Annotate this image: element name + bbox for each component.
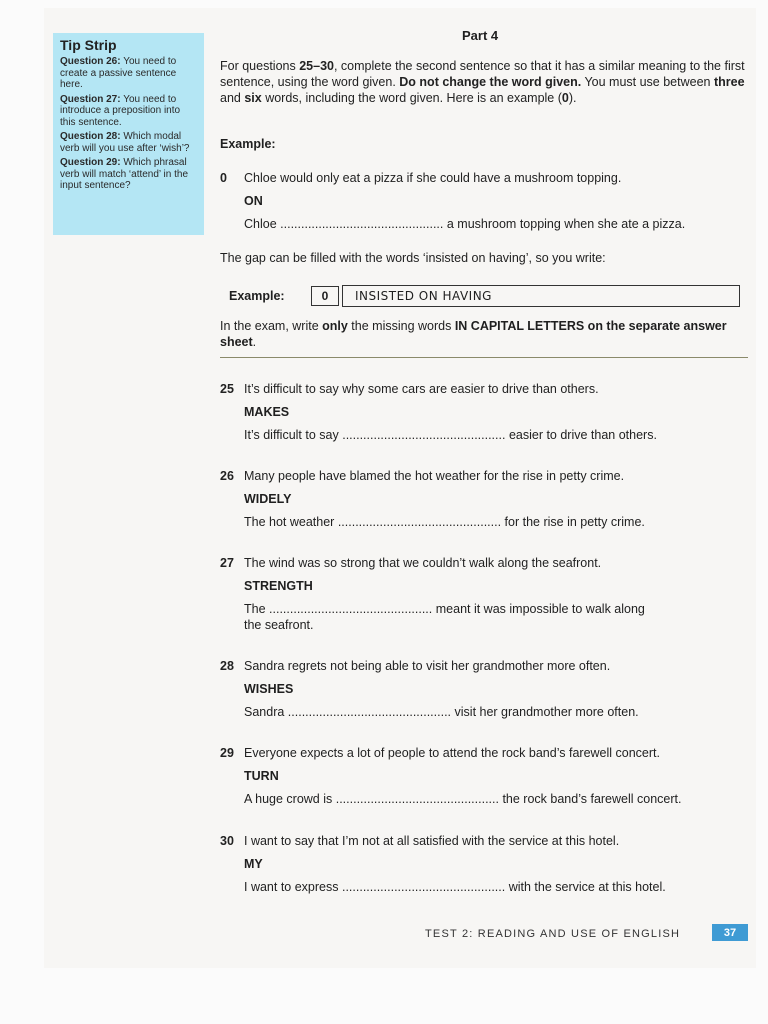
question-sentence: [220, 555, 750, 571]
question-range: 25–30: [299, 59, 334, 73]
question-sentence: [220, 468, 750, 484]
question-30: [220, 833, 750, 895]
footer-section-title: TEST 2: READING AND USE OF ENGLISH: [425, 928, 681, 940]
tip-item-label: Question 29:: [60, 157, 121, 168]
question-keyword: STRENGTH: [244, 579, 313, 593]
question-text: The wind was so strong that we couldn’t walk along the seafront.: [244, 556, 602, 570]
tip-item-label: Question 26:: [60, 56, 121, 67]
answer-end: with the service at this hotel.: [508, 880, 666, 894]
question-sentence: [220, 745, 750, 761]
exam-note: [220, 318, 750, 350]
question-text: Many people have blamed the hot weather for the rise in petty crime.: [244, 469, 625, 483]
answer-gap: ...............................................: [269, 602, 433, 616]
instructions-emphasis: three: [713, 75, 745, 89]
answer-end: for the rise in petty crime.: [504, 515, 645, 529]
answer-start: A huge crowd is: [244, 792, 333, 806]
tip-strip: [53, 33, 204, 235]
answer-gap: ...............................................: [335, 792, 499, 806]
question-text: I want to say that I’m not at all satisfied with the service at this hotel.: [244, 834, 620, 848]
question-number: 30: [220, 834, 234, 848]
part-title: Part 4: [462, 28, 499, 43]
question-keyword: MY: [244, 857, 263, 871]
section-divider: [220, 357, 748, 358]
tip-item-q28: [60, 131, 198, 154]
question-number: 29: [220, 746, 234, 760]
answer-start: The: [244, 602, 266, 616]
example-answer-line: [244, 216, 750, 232]
example-box-number: 0: [311, 286, 339, 306]
answer-gap: ...............................................: [342, 428, 506, 442]
tip-item-text: Which phrasal verb will match ‘attend’ in the input sentence?: [60, 157, 189, 191]
question-keyword: WIDELY: [244, 492, 292, 506]
answer-line: [244, 514, 750, 530]
answer-end: visit her grandmother more often.: [454, 705, 639, 719]
question-keyword: MAKES: [244, 405, 290, 419]
answer-end: the rock band’s farewell concert.: [502, 792, 682, 806]
question-sentence: [220, 833, 750, 849]
answer-start: It’s difficult to say: [244, 428, 339, 442]
question-keyword: WISHES: [244, 682, 294, 696]
question-26: [220, 468, 750, 530]
instructions-text: ).: [568, 91, 577, 105]
exam-note-text: the missing words: [347, 319, 455, 333]
instructions-emphasis: 0: [561, 91, 569, 105]
answer-line: [244, 601, 750, 633]
example-question: [220, 170, 750, 232]
tip-item-label: Question 28:: [60, 131, 121, 142]
example-box-answer: INSISTED ON HAVING: [342, 285, 740, 307]
question-number: 26: [220, 469, 234, 483]
tip-item-q26: [60, 56, 198, 91]
instructions-text: You must use between: [581, 75, 714, 89]
answer-end: easier to drive than others.: [508, 428, 657, 442]
question-keyword: TURN: [244, 769, 279, 783]
answer-gap: ...............................................: [341, 880, 506, 894]
gap-explanation: The gap can be filled with the words ‘insisted on having’, so you write:: [220, 251, 606, 265]
question-number: 27: [220, 556, 234, 570]
tip-strip-title: Tip Strip: [60, 37, 117, 53]
exam-note-emphasis: only: [322, 319, 348, 333]
answer-line: [244, 427, 750, 443]
example-sentence: [220, 170, 750, 186]
exam-note-text: .: [252, 335, 257, 349]
instructions-emphasis: Do not change the word given.: [399, 75, 582, 89]
example-sentence-text: Chloe would only eat a pizza if she could have a mushroom topping.: [244, 171, 622, 185]
answer-gap: ...............................................: [337, 515, 502, 529]
exam-note-emphasis: IN CAPITAL LETTERS on the separate answer sheet: [220, 319, 727, 349]
question-27: [220, 555, 750, 633]
answer-start: The hot weather: [244, 515, 335, 529]
question-text: It’s difficult to say why some cars are easier to drive than others.: [244, 382, 599, 396]
answer-end-continued: the seafront.: [244, 618, 314, 632]
tip-item-text: Which modal verb will you use after ‘wish’?: [60, 131, 190, 154]
example-number: 0: [220, 171, 227, 185]
tip-item-text: You need to introduce a preposition into this sentence.: [60, 93, 181, 128]
instructions: [220, 58, 750, 106]
question-sentence: [220, 381, 750, 397]
answer-line: [244, 879, 750, 895]
question-text: Sandra regrets not being able to visit her grandmother more often.: [244, 659, 611, 673]
question-25: [220, 381, 750, 443]
instructions-text: words, including the word given. Here is an example (: [261, 91, 562, 105]
exam-note-text: In the exam, write: [220, 319, 323, 333]
example-keyword: ON: [244, 194, 263, 208]
answer-start: I want to express: [244, 880, 339, 894]
question-number: 28: [220, 659, 234, 673]
question-28: [220, 658, 750, 720]
example-answer-box: [229, 284, 740, 308]
instructions-text: For questions: [220, 59, 300, 73]
tip-item-label: Question 27:: [60, 93, 121, 105]
question-29: [220, 745, 750, 807]
answer-gap: ...............................................: [280, 217, 444, 231]
tip-item-text: You need to create a passive sentence here.: [60, 56, 177, 90]
page-number-badge: 37: [712, 924, 748, 941]
answer-end: meant it was impossible to walk along: [435, 602, 645, 616]
instructions-emphasis: six: [244, 91, 262, 105]
instructions-text: and: [220, 91, 245, 105]
answer-line: [244, 704, 750, 720]
tip-item-q29: [60, 157, 198, 192]
question-number: 25: [220, 382, 234, 396]
question-text: Everyone expects a lot of people to attend the rock band’s farewell concert.: [244, 746, 660, 760]
example-heading: Example:: [220, 137, 276, 151]
answer-line: [244, 791, 750, 807]
question-sentence: [220, 658, 750, 674]
answer-gap: ...............................................: [287, 705, 452, 719]
instructions-text: , complete the second sentence so that it has a similar meaning to the first sentence, using the word given.: [220, 59, 745, 89]
example-box-label: Example:: [229, 289, 285, 303]
answer-start: Sandra: [244, 705, 285, 719]
tip-item-q27: [60, 94, 198, 129]
answer-end: a mushroom topping when she ate a pizza.: [446, 217, 686, 231]
answer-start: Chloe: [244, 217, 277, 231]
